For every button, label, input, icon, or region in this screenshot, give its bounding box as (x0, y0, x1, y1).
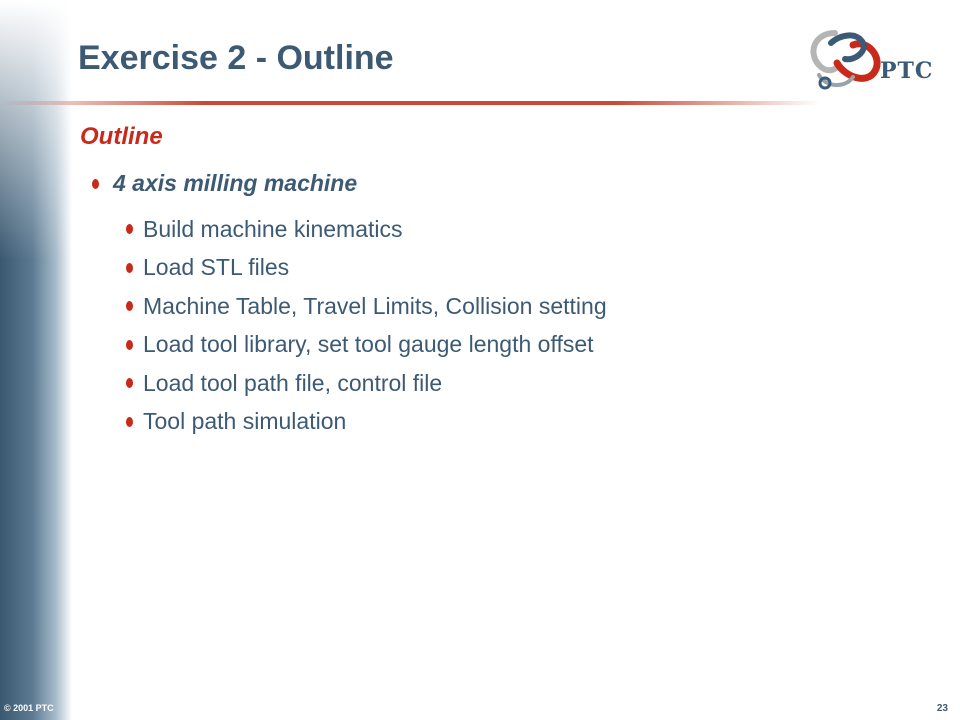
list-item-text: Load tool path file, control file (143, 369, 443, 396)
side-band-fade (0, 0, 72, 260)
bullet-dot-icon (126, 340, 133, 350)
list-item (126, 364, 607, 403)
list-item (126, 326, 607, 365)
bullet-dot-icon (126, 378, 133, 388)
ptc-logo-text: PTC (880, 58, 934, 84)
list-item-text: Load STL files (143, 254, 290, 281)
title-divider (0, 101, 820, 105)
section-heading: Outline (80, 123, 163, 150)
slide-title: Exercise 2 - Outline (78, 39, 394, 77)
list-item-text: Machine Table, Travel Limits, Collision setting (143, 292, 607, 319)
page-number: 23 (936, 703, 948, 714)
bullet-dot-icon (126, 224, 133, 234)
bullet-dot-icon (126, 301, 133, 311)
bullet-dot-icon (92, 179, 99, 189)
list-item-text: Tool path simulation (143, 408, 347, 435)
list-item-text: Build machine kinematics (143, 215, 403, 242)
list-item (126, 210, 607, 249)
list-item (126, 403, 607, 442)
list-item (126, 287, 607, 326)
main-bullet-item (92, 170, 357, 197)
list-item-text: Load tool library, set tool gauge length offset (143, 331, 594, 358)
bullet-dot-icon (126, 263, 133, 273)
list-item (126, 249, 607, 288)
bullet-dot-icon (126, 417, 133, 427)
sub-bullet-list (126, 210, 607, 441)
main-bullet-text: 4 axis milling machine (113, 170, 358, 196)
copyright-notice: © 2001 PTC (4, 703, 54, 713)
